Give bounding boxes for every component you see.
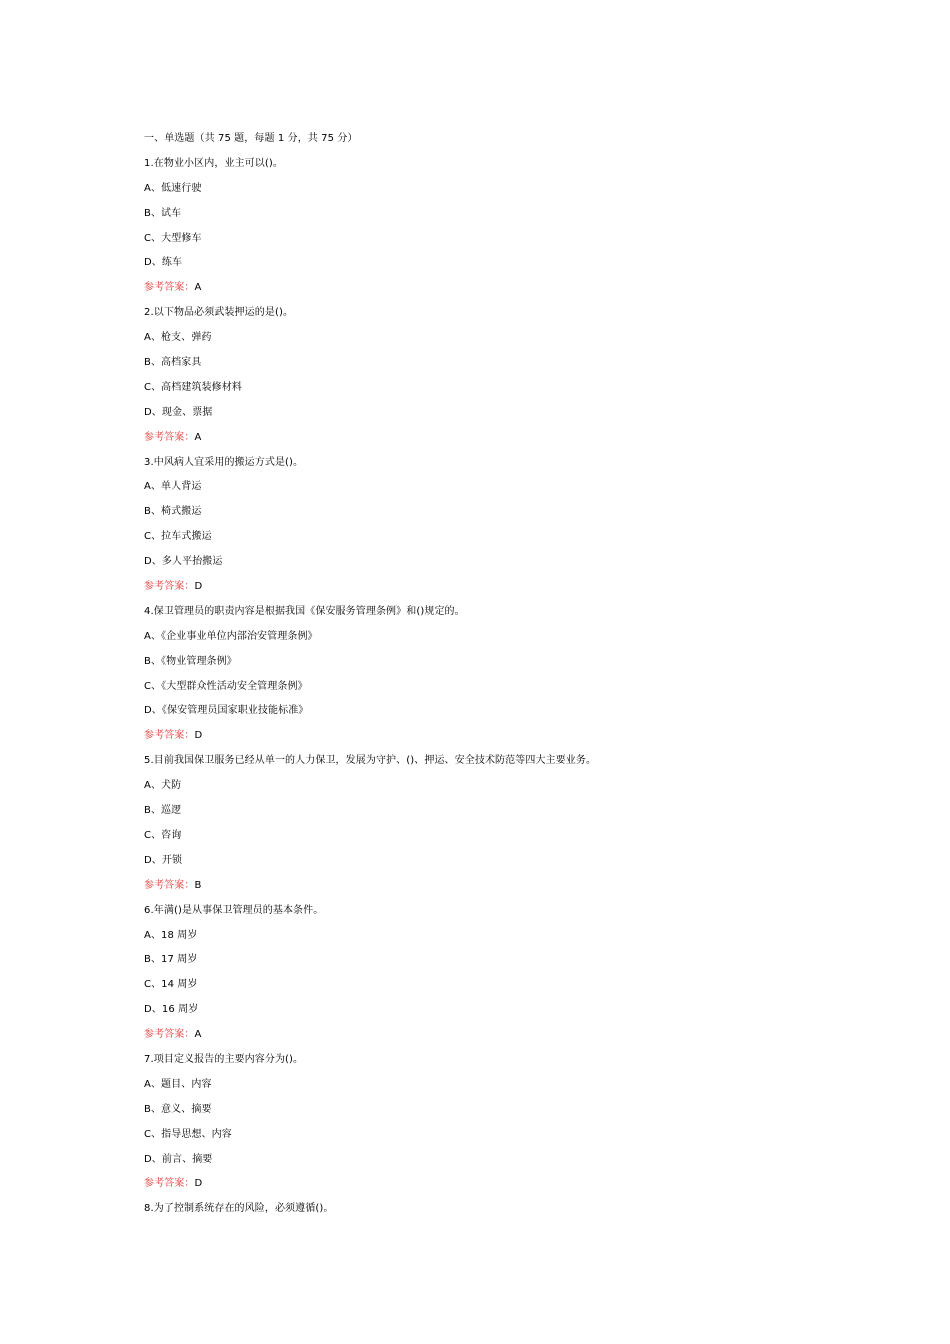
option-item: B、巡逻 xyxy=(144,805,182,817)
answer-value: D xyxy=(194,581,203,593)
section-title: 一、单选题（共 75 题，每题 1 分，共 75 分） xyxy=(144,133,358,144)
option-item: C、高档建筑装修材料 xyxy=(144,381,242,393)
question-block xyxy=(144,301,824,450)
option-item: C、14 周岁 xyxy=(144,979,198,991)
answer-line xyxy=(144,276,824,301)
option-item: D、练车 xyxy=(144,257,183,269)
answer-value: B xyxy=(194,879,202,891)
question-stem: 8.为了控制系统存在的风险，必须遵循()。 xyxy=(144,1203,334,1215)
option-item: B、高档家具 xyxy=(144,357,202,369)
option-item: B、试车 xyxy=(144,207,182,219)
question-block xyxy=(144,899,824,1048)
option-item: D、现金、票据 xyxy=(144,406,213,418)
answer-label: 参考答案： xyxy=(144,730,195,742)
answer-label: 参考答案： xyxy=(144,431,195,443)
answer-label: 参考答案： xyxy=(144,879,195,891)
answer-line xyxy=(144,1172,824,1197)
answer-value: D xyxy=(194,730,203,742)
option-item: D、开锁 xyxy=(144,854,183,866)
question-stem: 4.保卫管理员的职责内容是根据我国《保安服务管理条例》和()规定的。 xyxy=(144,605,465,617)
question-block xyxy=(144,600,824,749)
answer-line xyxy=(144,1023,824,1048)
answer-value: A xyxy=(194,282,202,294)
question-block xyxy=(144,451,824,600)
option-item: A、18 周岁 xyxy=(144,929,198,941)
option-item: B、椅式搬运 xyxy=(144,506,202,518)
option-item: B、意义、摘要 xyxy=(144,1103,212,1115)
answer-line xyxy=(144,426,824,451)
question-stem: 6.年满()是从事保卫管理员的基本条件。 xyxy=(144,904,324,916)
option-item: C、拉车式搬运 xyxy=(144,531,212,543)
option-item: D、前言、摘要 xyxy=(144,1153,213,1165)
question-stem: 1.在物业小区内，业主可以()。 xyxy=(144,157,283,169)
question-block xyxy=(144,1048,824,1197)
answer-value: A xyxy=(194,1029,202,1041)
answer-label: 参考答案： xyxy=(144,282,195,294)
question-block xyxy=(144,152,824,301)
answer-line xyxy=(144,575,824,600)
answer-value: D xyxy=(194,1178,203,1190)
option-item: B、《物业管理条例》 xyxy=(144,655,237,667)
option-item: A、《企业事业单位内部治安管理条例》 xyxy=(144,630,318,642)
option-item: C、《大型群众性活动安全管理条例》 xyxy=(144,680,308,692)
option-item: A、枪支、弹药 xyxy=(144,332,212,344)
option-item: A、低速行驶 xyxy=(144,182,202,194)
answer-line xyxy=(144,724,824,749)
answer-label: 参考答案： xyxy=(144,581,195,593)
option-item: C、指导思想、内容 xyxy=(144,1128,232,1140)
option-item: A、单人背运 xyxy=(144,481,202,493)
question-stem: 3.中风病人宜采用的搬运方式是()。 xyxy=(144,456,304,468)
question-stem: 5.目前我国保卫服务已经从单一的人力保卫，发展为守护、()、押运、安全技术防范等四大主要业务。 xyxy=(144,755,597,767)
answer-line xyxy=(144,874,824,899)
question-block xyxy=(144,1197,824,1222)
question-list xyxy=(144,152,824,1222)
option-item: C、大型修车 xyxy=(144,232,202,244)
answer-label: 参考答案： xyxy=(144,1029,195,1041)
option-item: D、16 周岁 xyxy=(144,1004,199,1016)
option-item: B、17 周岁 xyxy=(144,954,198,966)
question-stem: 2.以下物品必须武装押运的是()。 xyxy=(144,307,294,319)
option-item: C、咨询 xyxy=(144,829,182,841)
option-item: A、题目、内容 xyxy=(144,1078,212,1090)
option-item: D、多人平抬搬运 xyxy=(144,556,223,568)
option-item: A、犬防 xyxy=(144,780,182,792)
option-item: D、《保安管理员国家职业技能标准》 xyxy=(144,705,309,717)
question-stem: 7.项目定义报告的主要内容分为()。 xyxy=(144,1053,304,1065)
question-block xyxy=(144,749,824,898)
answer-value: A xyxy=(194,431,202,443)
answer-label: 参考答案： xyxy=(144,1178,195,1190)
document-content xyxy=(144,127,824,1222)
